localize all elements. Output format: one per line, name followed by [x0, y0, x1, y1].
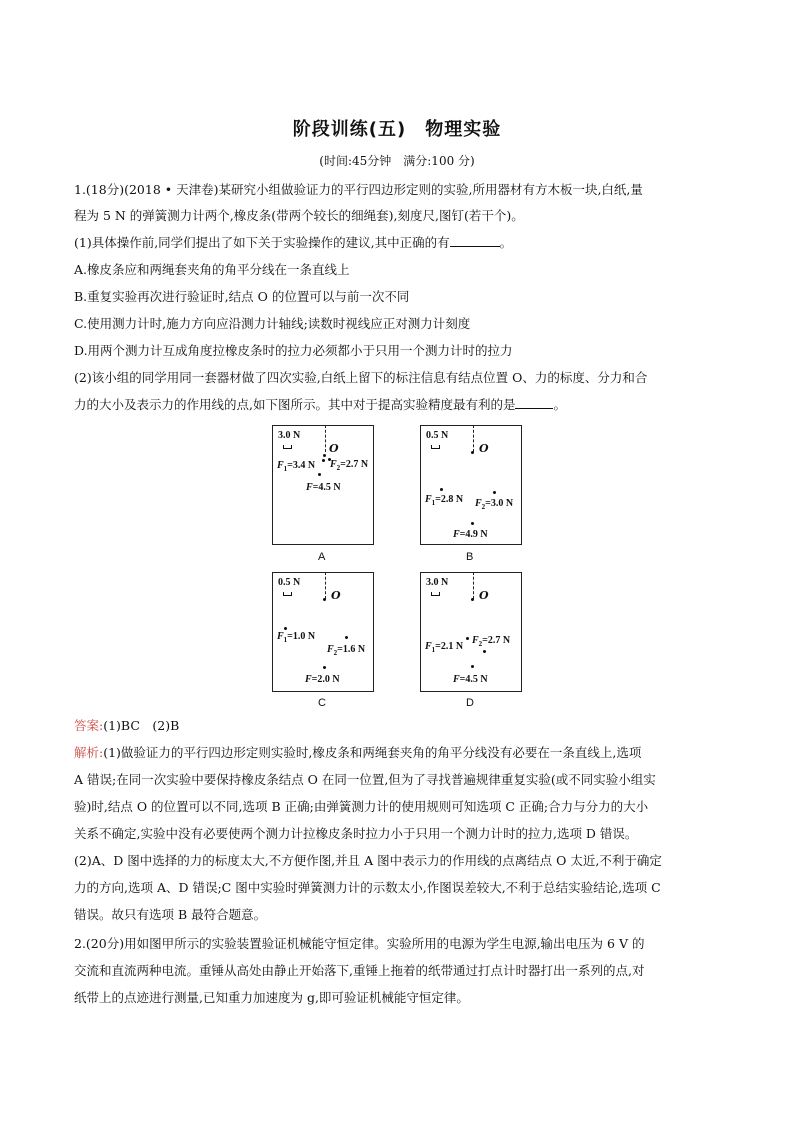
q1-part1-end: 。: [499, 235, 513, 250]
f2-value: 2.7 N: [345, 459, 369, 470]
analysis-label: 解析:: [74, 745, 104, 760]
f2-value: 1.6 N: [342, 644, 366, 655]
answer-blank-2: [515, 396, 553, 409]
f1-dot: [466, 637, 469, 640]
f-value: 4.9 N: [465, 529, 488, 540]
knot-dot: [471, 598, 474, 601]
knot-label: O: [331, 589, 341, 602]
f-value: 2.0 N: [317, 674, 340, 685]
q2-line-3: 纸带上的点迹进行测量,已知重力加速度为 g,即可验证机械能守恒定律。: [74, 990, 469, 1005]
dashed-line: [325, 572, 326, 599]
f2-dot: [345, 636, 348, 639]
f1-value: 1.0 N: [292, 631, 316, 642]
answer-text: (1)BC (2)B: [103, 718, 180, 733]
knot-label: O: [479, 442, 489, 455]
caption-b: B: [466, 551, 474, 563]
q1-part2-line-2: [74, 396, 724, 414]
f2-value: 2.7 N: [487, 635, 511, 646]
scale-label: 3.0 N: [278, 430, 301, 441]
q1-part2-text: 力的大小及表示力的作用线的点,如下图所示。其中对于提高实验精度最有利的是: [74, 397, 516, 412]
knot-label: O: [329, 442, 339, 455]
q2-line-1: 2.(20分)用如图甲所示的实验装置验证机械能守恒定律。实验所用的电源为学生电源,输出电压为 6 V 的: [74, 936, 645, 951]
scale-bar: [431, 592, 440, 596]
scale-bar: [283, 592, 292, 596]
option-c: C.使用测力计时,施力方向应沿测力计轴线;读数时视线应正对测力计刻度: [74, 316, 471, 331]
dashed-line: [325, 425, 326, 452]
f1-label: $F_1=3.4$ N: [277, 460, 316, 473]
q1-line-1: 1.(18分)(2018 • 天津卷)某研究小组做验证力的平行四边形定则的实验,所用器材有方木板一块,白纸,量: [74, 182, 643, 197]
option-a: A.橡皮条应和两绳套夹角的角平分线在一条直线上: [74, 262, 350, 277]
f-value: 4.5 N: [465, 674, 488, 685]
f-dot: [323, 666, 326, 669]
knot-dot: [323, 454, 326, 457]
f-dot: [471, 522, 474, 525]
answer-label: 答案:: [74, 718, 104, 733]
analysis-line-3: 验)时,结点 O 的位置可以不同,选项 B 正确;由弹簧测力计的使用规则可知选项 C 正确;合力与分力的大小: [74, 799, 649, 814]
q1-part1-text: (1)具体操作前,同学们提出了如下关于实验操作的建议,其中正确的有: [74, 235, 450, 250]
q1-part2-end: 。: [553, 397, 566, 412]
f2-label: $F_2=1.6$ N: [327, 644, 366, 657]
f1-label: $F_1=2.8$ N: [425, 494, 464, 507]
f-label: F=2.0 N: [305, 674, 340, 685]
f2-label: $F_2=2.7$ N: [472, 635, 511, 648]
caption-a: A: [318, 551, 326, 563]
f1-dot: [322, 459, 325, 462]
f2-dot: [493, 491, 496, 494]
scale-label: 3.0 N: [426, 577, 449, 588]
knot-label: O: [479, 589, 489, 602]
f2-value: 3.0 N: [490, 498, 514, 509]
analysis-line-6: 力的方向,选项 A、D 错误;C 图中实验时弹簧测力计的示数太小,作图误差较大,不利于总结实验结论,选项 C: [74, 880, 661, 895]
caption-c: C: [318, 697, 326, 709]
q2-line-2: 交流和直流两种电流。重锤从高处由静止开始落下,重锤上拖着的纸带通过打点计时器打出一系列的点,对: [74, 963, 645, 978]
f-label: F=4.9 N: [453, 529, 488, 540]
dashed-line: [473, 425, 474, 452]
f1-value: 2.8 N: [440, 494, 464, 505]
scale-bar: [431, 445, 440, 449]
scale-label: 0.5 N: [278, 577, 301, 588]
dashed-line: [473, 572, 474, 599]
caption-d: D: [466, 697, 474, 709]
scale-label: 0.5 N: [426, 430, 449, 441]
f-dot: [471, 665, 474, 668]
diagram-panel-d: [420, 572, 522, 692]
analysis-line-5: (2)A、D 图中选择的力的标度太大,不方便作图,并且 A 图中表示力的作用线的点离结点 O 太近,不利于确定: [74, 853, 662, 868]
analysis-line-4: 关系不确定,实验中没有必要使两个测力计拉橡皮条时拉力小于只用一个测力计时的拉力,选项 D 错误。: [74, 826, 638, 841]
f1-value: 2.1 N: [440, 641, 464, 652]
answer-blank-1: [450, 234, 500, 247]
analysis-text-1: (1)做验证力的平行四边形定则实验时,橡皮条和两绳套夹角的角平分线没有必要在一条直线上,选项: [103, 745, 642, 760]
knot-dot: [471, 451, 474, 454]
analysis-line-7: 错误。故只有选项 B 最符合题意。: [74, 907, 267, 922]
f2-dot: [483, 650, 486, 653]
f1-value: 3.4 N: [292, 460, 316, 471]
analysis-line-1: [74, 744, 724, 762]
f2-label: $F_2=2.7$ N: [330, 459, 369, 472]
knot-dot: [323, 598, 326, 601]
f-dot: [318, 473, 321, 476]
scale-bar: [283, 445, 292, 449]
answer-line: [74, 717, 724, 735]
diagram-panel-a: [272, 425, 374, 545]
f1-label: $F_1=2.1$ N: [425, 641, 464, 654]
option-b: B.重复实验再次进行验证时,结点 O 的位置可以与前一次不同: [74, 289, 410, 304]
f-value: 4.5 N: [318, 482, 341, 493]
f1-dot: [440, 488, 443, 491]
f-label: F=4.5 N: [306, 482, 341, 493]
q1-part1: [74, 234, 724, 252]
option-d: D.用两个测力计互成角度拉橡皮条时的拉力必须都小于只用一个测力计时的拉力: [74, 343, 513, 358]
page-title: 阶段训练(五) 物理实验: [292, 119, 502, 140]
f2-label: $F_2=3.0$ N: [475, 498, 514, 511]
diagram-panel-b: [420, 425, 522, 545]
analysis-line-2: A 错误;在同一次实验中要保持橡皮条结点 O 在同一位置,但为了寻找普遍规律重复实验(或不同实验小组实: [74, 772, 656, 787]
q1-part2-line-1: (2)该小组的同学用同一套器材做了四次实验,白纸上留下的标注信息有结点位置 O、力的标度、分力和合: [74, 370, 648, 385]
f1-label: $F_1=1.0$ N: [277, 631, 316, 644]
page-subtitle: (时间:45分钟 满分:100 分): [319, 154, 475, 168]
f-label: F=4.5 N: [453, 674, 488, 685]
q1-line-2: 程为 5 N 的弹簧测力计两个,橡皮条(带两个较长的细绳套),刻度尺,图钉(若干个)。: [74, 208, 524, 223]
f1-dot: [284, 627, 287, 630]
diagram-panel-c: [272, 572, 374, 692]
